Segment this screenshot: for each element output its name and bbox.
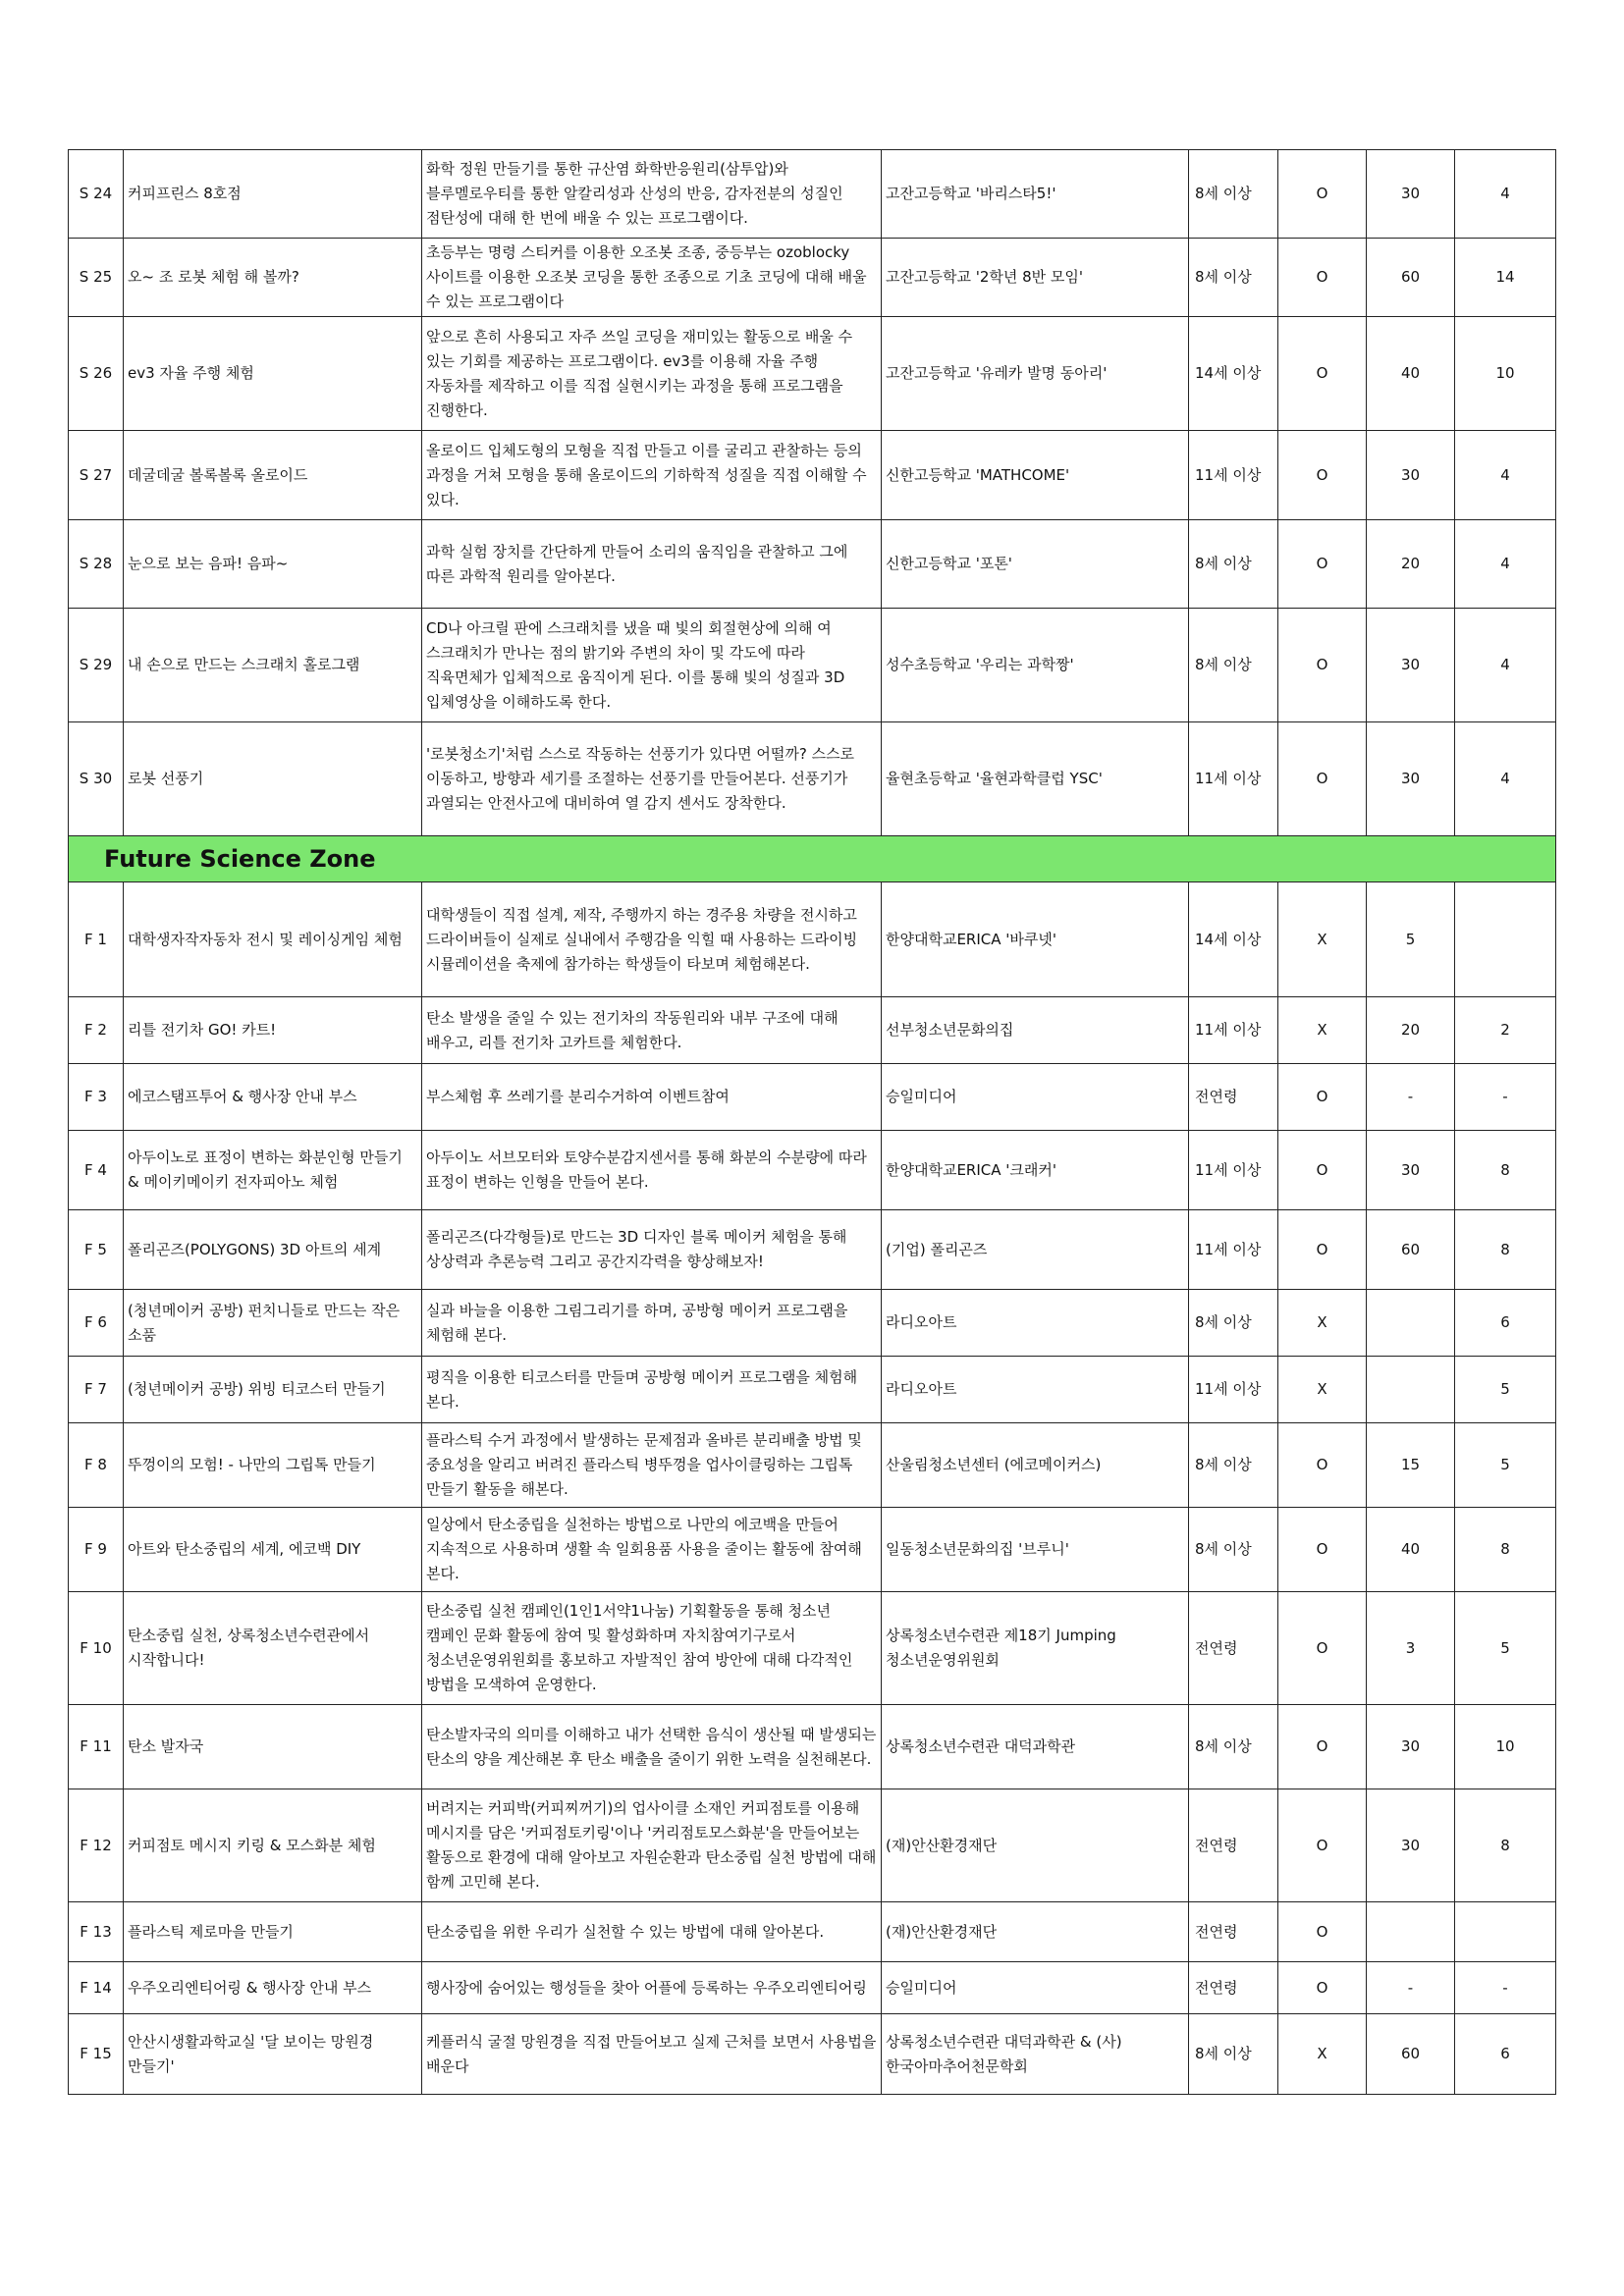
row-description: 대학생들이 직접 설계, 제작, 주행까지 하는 경주용 차량을 전시하고 드라이버들이 실제로 실내에서 주행감을 익힐 때 사용하는 드라이빙 시뮬레이션을 축제에 참가하는 학생들이 타보며 체험해본다.: [422, 882, 882, 997]
row-capacity: [1367, 1357, 1455, 1423]
row-reservation: O: [1278, 1210, 1367, 1290]
row-description: '로봇청소기'처럼 스스로 작동하는 선풍기가 있다면 어떨까? 스스로 이동하고, 방향과 세기를 조절하는 선풍기를 만들어본다. 선풍기가 과열되는 안전사고에 대비하여 열 감지 센서도 장착한다.: [422, 722, 882, 836]
row-title: 커피점토 메시지 키링 & 모스화분 체험: [124, 1789, 422, 1902]
row-capacity: 5: [1367, 882, 1455, 997]
row-description: 버려지는 커피박(커피찌꺼기)의 업사이클 소재인 커피점토를 이용해 메시지를 담은 '커피점토키링'이나 '커리점토모스화분'을 만들어보는 활동으로 환경에 대해 알아보고 자원순환과 탄소중립 실천 방법에 대해 함께 고민해 본다.: [422, 1789, 882, 1902]
row-capacity: -: [1367, 1962, 1455, 2014]
row-title: 눈으로 보는 음파! 음파~: [124, 520, 422, 609]
row-organization: 승일미디어: [882, 1064, 1189, 1131]
row-reservation: O: [1278, 317, 1367, 431]
row-capacity: 30: [1367, 1705, 1455, 1789]
row-capacity: 30: [1367, 150, 1455, 239]
row-age: 8세 이상: [1189, 609, 1278, 722]
row-sessions: 10: [1455, 1705, 1556, 1789]
row-organization: 산울림청소년센터 (에코메이커스): [882, 1423, 1189, 1508]
row-reservation: X: [1278, 1290, 1367, 1357]
row-capacity: 60: [1367, 1210, 1455, 1290]
row-reservation: O: [1278, 431, 1367, 520]
row-age: 11세 이상: [1189, 722, 1278, 836]
row-sessions: -: [1455, 1962, 1556, 2014]
row-description: 탄소중립 실천 캠페인(1인1서약1나눔) 기획활동을 통해 청소년 캠페인 문화 활동에 참여 및 활성화하며 자치참여기구로서 청소년운영위원회를 홍보하고 자발적인 참여 방안에 대해 다각적인 방법을 모색하여 운영한다.: [422, 1592, 882, 1705]
row-organization: 성수초등학교 '우리는 과학짱': [882, 609, 1189, 722]
table-body-s-rows: [69, 150, 1556, 836]
row-description: 부스체험 후 쓰레기를 분리수거하여 이벤트참여: [422, 1064, 882, 1131]
table-row: [69, 1962, 1556, 2014]
row-capacity: 30: [1367, 1789, 1455, 1902]
row-title: 데굴데굴 볼록볼록 올로이드: [124, 431, 422, 520]
row-organization: 한양대학교ERICA '바쿠넷': [882, 882, 1189, 997]
row-reservation: O: [1278, 150, 1367, 239]
row-capacity: 20: [1367, 997, 1455, 1064]
row-organization: 고잔고등학교 '유레카 발명 동아리': [882, 317, 1189, 431]
table-row: [69, 1789, 1556, 1902]
row-reservation: O: [1278, 1064, 1367, 1131]
row-title: ev3 자율 주행 체험: [124, 317, 422, 431]
row-age: 14세 이상: [1189, 317, 1278, 431]
row-id: F 10: [69, 1592, 124, 1705]
row-id: S 30: [69, 722, 124, 836]
row-reservation: O: [1278, 1423, 1367, 1508]
table-row: [69, 1705, 1556, 1789]
table-row: [69, 1131, 1556, 1210]
row-age: 8세 이상: [1189, 1423, 1278, 1508]
row-organization: 고잔고등학교 '2학년 8반 모임': [882, 239, 1189, 317]
table-row: [69, 1902, 1556, 1962]
row-id: F 9: [69, 1508, 124, 1592]
row-title: 플라스틱 제로마을 만들기: [124, 1902, 422, 1962]
row-title: 탄소중립 실천, 상록청소년수련관에서 시작합니다!: [124, 1592, 422, 1705]
row-title: 탄소 발자국: [124, 1705, 422, 1789]
row-reservation: O: [1278, 722, 1367, 836]
row-description: 탄소중립을 위한 우리가 실천할 수 있는 방법에 대해 알아본다.: [422, 1902, 882, 1962]
row-age: 8세 이상: [1189, 239, 1278, 317]
row-organization: (재)안산환경재단: [882, 1789, 1189, 1902]
row-description: 실과 바늘을 이용한 그림그리기를 하며, 공방형 메이커 프로그램을 체험해 본다.: [422, 1290, 882, 1357]
table-row: [69, 997, 1556, 1064]
row-age: 전연령: [1189, 1902, 1278, 1962]
table-row: [69, 1423, 1556, 1508]
row-sessions: [1455, 882, 1556, 997]
table-row: [69, 1064, 1556, 1131]
row-age: 전연령: [1189, 1789, 1278, 1902]
table-row: [69, 1290, 1556, 1357]
row-id: F 13: [69, 1902, 124, 1962]
row-title: 폴리곤즈(POLYGONS) 3D 아트의 세계: [124, 1210, 422, 1290]
row-organization: 라디오아트: [882, 1357, 1189, 1423]
row-capacity: 15: [1367, 1423, 1455, 1508]
row-title: 아두이노로 표정이 변하는 화분인형 만들기 & 메이키메이키 전자피아노 체험: [124, 1131, 422, 1210]
row-description: 플라스틱 수거 과정에서 발생하는 문제점과 올바른 분리배출 방법 및 중요성을 알리고 버려진 플라스틱 병뚜껑을 업사이클링하는 그립톡 만들기 활동을 해본다.: [422, 1423, 882, 1508]
row-description: 앞으로 흔히 사용되고 자주 쓰일 코딩을 재미있는 활동으로 배울 수 있는 기회를 제공하는 프로그램이다. ev3를 이용해 자율 주행 자동차를 제작하고 이를 직접 실현시키는 과정을 통해 프로그램을 진행한다.: [422, 317, 882, 431]
row-description: 폴리곤즈(다각형들)로 만드는 3D 디자인 블록 메이커 체험을 통해 상상력과 추론능력 그리고 공간지각력을 향상해보자!: [422, 1210, 882, 1290]
table-row: [69, 722, 1556, 836]
row-capacity: 60: [1367, 2014, 1455, 2095]
row-sessions: 8: [1455, 1789, 1556, 1902]
row-capacity: 40: [1367, 317, 1455, 431]
table-row: [69, 431, 1556, 520]
table-row: [69, 2014, 1556, 2095]
row-reservation: X: [1278, 1357, 1367, 1423]
row-sessions: 10: [1455, 317, 1556, 431]
row-organization: 상록청소년수련관 대덕과학관: [882, 1705, 1189, 1789]
row-title: 로봇 선풍기: [124, 722, 422, 836]
row-reservation: O: [1278, 520, 1367, 609]
row-sessions: 6: [1455, 2014, 1556, 2095]
row-capacity: [1367, 1902, 1455, 1962]
row-id: S 26: [69, 317, 124, 431]
table-body-f-rows: [69, 882, 1556, 2095]
row-id: F 6: [69, 1290, 124, 1357]
row-sessions: [1455, 1902, 1556, 1962]
row-sessions: 5: [1455, 1423, 1556, 1508]
row-description: 초등부는 명령 스티커를 이용한 오조봇 조종, 중등부는 ozoblocky 사이트를 이용한 오조봇 코딩을 통한 조종으로 기초 코딩에 대해 배울 수 있는 프로그램이다: [422, 239, 882, 317]
row-organization: 율현초등학교 '율현과학클럽 YSC': [882, 722, 1189, 836]
row-id: F 11: [69, 1705, 124, 1789]
row-reservation: O: [1278, 1592, 1367, 1705]
row-age: 11세 이상: [1189, 1357, 1278, 1423]
row-sessions: -: [1455, 1064, 1556, 1131]
row-description: 행사장에 숨어있는 행성들을 찾아 어플에 등록하는 우주오리엔티어링: [422, 1962, 882, 2014]
row-title: 내 손으로 만드는 스크래치 홀로그램: [124, 609, 422, 722]
row-organization: 승일미디어: [882, 1962, 1189, 2014]
row-title: 아트와 탄소중립의 세계, 에코백 DIY: [124, 1508, 422, 1592]
row-description: CD나 아크릴 판에 스크래치를 냈을 때 빛의 회절현상에 의해 여 스크래치가 만나는 점의 밝기와 주변의 차이 및 각도에 따라 직육면체가 입체적으로 움직이게 된다. 이를 통해 빛의 성질과 3D 입체영상을 이해하도록 한다.: [422, 609, 882, 722]
row-title: 오~ 조 로봇 체험 해 볼까?: [124, 239, 422, 317]
table-row: [69, 520, 1556, 609]
row-reservation: O: [1278, 1962, 1367, 2014]
row-id: F 4: [69, 1131, 124, 1210]
row-age: 8세 이상: [1189, 1290, 1278, 1357]
row-reservation: O: [1278, 1789, 1367, 1902]
row-sessions: 4: [1455, 722, 1556, 836]
row-id: F 8: [69, 1423, 124, 1508]
table-row: [69, 1508, 1556, 1592]
row-capacity: 60: [1367, 239, 1455, 317]
row-organization: 신한고등학교 '포톤': [882, 520, 1189, 609]
row-organization: 한양대학교ERICA '크래커': [882, 1131, 1189, 1210]
row-description: 탄소 발생을 줄일 수 있는 전기차의 작동원리와 내부 구조에 대해 배우고, 리틀 전기차 고카트를 체험한다.: [422, 997, 882, 1064]
row-description: 평직을 이용한 티코스터를 만들며 공방형 메이커 프로그램을 체험해 본다.: [422, 1357, 882, 1423]
row-sessions: 4: [1455, 150, 1556, 239]
row-sessions: 14: [1455, 239, 1556, 317]
row-age: 전연령: [1189, 1064, 1278, 1131]
row-title: 에코스탬프투어 & 행사장 안내 부스: [124, 1064, 422, 1131]
row-id: S 25: [69, 239, 124, 317]
row-id: F 2: [69, 997, 124, 1064]
row-description: 아두이노 서브모터와 토양수분감지센서를 통해 화분의 수분량에 따라 표정이 변하는 인형을 만들어 본다.: [422, 1131, 882, 1210]
row-sessions: 8: [1455, 1131, 1556, 1210]
row-sessions: 6: [1455, 1290, 1556, 1357]
row-age: 전연령: [1189, 1962, 1278, 2014]
row-sessions: 2: [1455, 997, 1556, 1064]
table-row: [69, 239, 1556, 317]
row-title: 우주오리엔티어링 & 행사장 안내 부스: [124, 1962, 422, 2014]
row-age: 전연령: [1189, 1592, 1278, 1705]
row-description: 올로이드 입체도형의 모형을 직접 만들고 이를 굴리고 관찰하는 등의 과정을 거쳐 모형을 통해 올로이드의 기하학적 성질을 직접 이해할 수 있다.: [422, 431, 882, 520]
row-id: S 24: [69, 150, 124, 239]
row-age: 8세 이상: [1189, 1508, 1278, 1592]
row-id: F 3: [69, 1064, 124, 1131]
row-id: F 12: [69, 1789, 124, 1902]
row-reservation: O: [1278, 1705, 1367, 1789]
row-sessions: 4: [1455, 520, 1556, 609]
row-capacity: 30: [1367, 609, 1455, 722]
row-reservation: X: [1278, 2014, 1367, 2095]
row-organization: 상록청소년수련관 제18기 Jumping 청소년운영위원회: [882, 1592, 1189, 1705]
table-row: [69, 882, 1556, 997]
zone-header-row: [69, 836, 1556, 882]
row-organization: 일동청소년문화의집 '브루니': [882, 1508, 1189, 1592]
row-capacity: 20: [1367, 520, 1455, 609]
row-sessions: 8: [1455, 1508, 1556, 1592]
row-reservation: X: [1278, 997, 1367, 1064]
row-age: 8세 이상: [1189, 2014, 1278, 2095]
row-title: 대학생자작자동차 전시 및 레이싱게임 체험: [124, 882, 422, 997]
row-description: 화학 정원 만들기를 통한 규산염 화학반응원리(삼투압)와 블루멜로우티를 통한 알칼리성과 산성의 반응, 감자전분의 성질인 점탄성에 대해 한 번에 배울 수 있는 프로그램이다.: [422, 150, 882, 239]
row-id: F 7: [69, 1357, 124, 1423]
zone-header-body: [69, 836, 1556, 882]
row-reservation: O: [1278, 609, 1367, 722]
row-sessions: 4: [1455, 431, 1556, 520]
row-title: (청년메이커 공방) 펀치니들로 만드는 작은 소품: [124, 1290, 422, 1357]
row-reservation: X: [1278, 882, 1367, 997]
row-capacity: 3: [1367, 1592, 1455, 1705]
row-organization: 상록청소년수련관 대덕과학관 & (사)한국아마추어천문학회: [882, 2014, 1189, 2095]
row-age: 11세 이상: [1189, 997, 1278, 1064]
row-organization: 고잔고등학교 '바리스타5!': [882, 150, 1189, 239]
row-organization: 선부청소년문화의집: [882, 997, 1189, 1064]
row-description: 과학 실험 장치를 간단하게 만들어 소리의 움직임을 관찰하고 그에 따른 과학적 원리를 알아본다.: [422, 520, 882, 609]
row-title: 커피프린스 8호점: [124, 150, 422, 239]
row-capacity: [1367, 1290, 1455, 1357]
table-row: [69, 1592, 1556, 1705]
table-row: [69, 150, 1556, 239]
row-reservation: O: [1278, 1131, 1367, 1210]
row-description: 일상에서 탄소중립을 실천하는 방법으로 나만의 에코백을 만들어 지속적으로 사용하며 생활 속 일회용품 사용을 줄이는 활동에 참여해 본다.: [422, 1508, 882, 1592]
row-title: 리틀 전기차 GO! 카트!: [124, 997, 422, 1064]
row-id: S 28: [69, 520, 124, 609]
row-capacity: 30: [1367, 431, 1455, 520]
row-age: 8세 이상: [1189, 520, 1278, 609]
row-age: 8세 이상: [1189, 1705, 1278, 1789]
row-organization: 라디오아트: [882, 1290, 1189, 1357]
row-age: 11세 이상: [1189, 1131, 1278, 1210]
row-age: 11세 이상: [1189, 1210, 1278, 1290]
row-organization: (기업) 폴리곤즈: [882, 1210, 1189, 1290]
row-sessions: 5: [1455, 1357, 1556, 1423]
row-id: F 1: [69, 882, 124, 997]
row-id: F 5: [69, 1210, 124, 1290]
row-sessions: 8: [1455, 1210, 1556, 1290]
table-row: [69, 1357, 1556, 1423]
program-table: [68, 149, 1556, 2095]
table-row: [69, 609, 1556, 722]
row-age: 8세 이상: [1189, 150, 1278, 239]
row-title: 안산시생활과학교실 '달 보이는 망원경 만들기': [124, 2014, 422, 2095]
row-sessions: 5: [1455, 1592, 1556, 1705]
row-age: 14세 이상: [1189, 882, 1278, 997]
row-organization: (재)안산환경재단: [882, 1902, 1189, 1962]
row-title: (청년메이커 공방) 위빙 티코스터 만들기: [124, 1357, 422, 1423]
row-title: 뚜껑이의 모험! - 나만의 그립톡 만들기: [124, 1423, 422, 1508]
row-description: 탄소발자국의 의미를 이해하고 내가 선택한 음식이 생산될 때 발생되는 탄소의 양을 계산해본 후 탄소 배출을 줄이기 위한 노력을 실천해본다.: [422, 1705, 882, 1789]
row-capacity: 30: [1367, 722, 1455, 836]
row-organization: 신한고등학교 'MATHCOME': [882, 431, 1189, 520]
row-reservation: O: [1278, 239, 1367, 317]
row-id: F 15: [69, 2014, 124, 2095]
row-reservation: O: [1278, 1902, 1367, 1962]
row-reservation: O: [1278, 1508, 1367, 1592]
table-row: [69, 317, 1556, 431]
row-age: 11세 이상: [1189, 431, 1278, 520]
row-id: F 14: [69, 1962, 124, 2014]
row-description: 케플러식 굴절 망원경을 직접 만들어보고 실제 근처를 보면서 사용법을 배운다: [422, 2014, 882, 2095]
row-capacity: 40: [1367, 1508, 1455, 1592]
row-id: S 27: [69, 431, 124, 520]
row-capacity: -: [1367, 1064, 1455, 1131]
zone-title: Future Science Zone: [69, 836, 1556, 882]
table-row: [69, 1210, 1556, 1290]
row-id: S 29: [69, 609, 124, 722]
row-capacity: 30: [1367, 1131, 1455, 1210]
row-sessions: 4: [1455, 609, 1556, 722]
